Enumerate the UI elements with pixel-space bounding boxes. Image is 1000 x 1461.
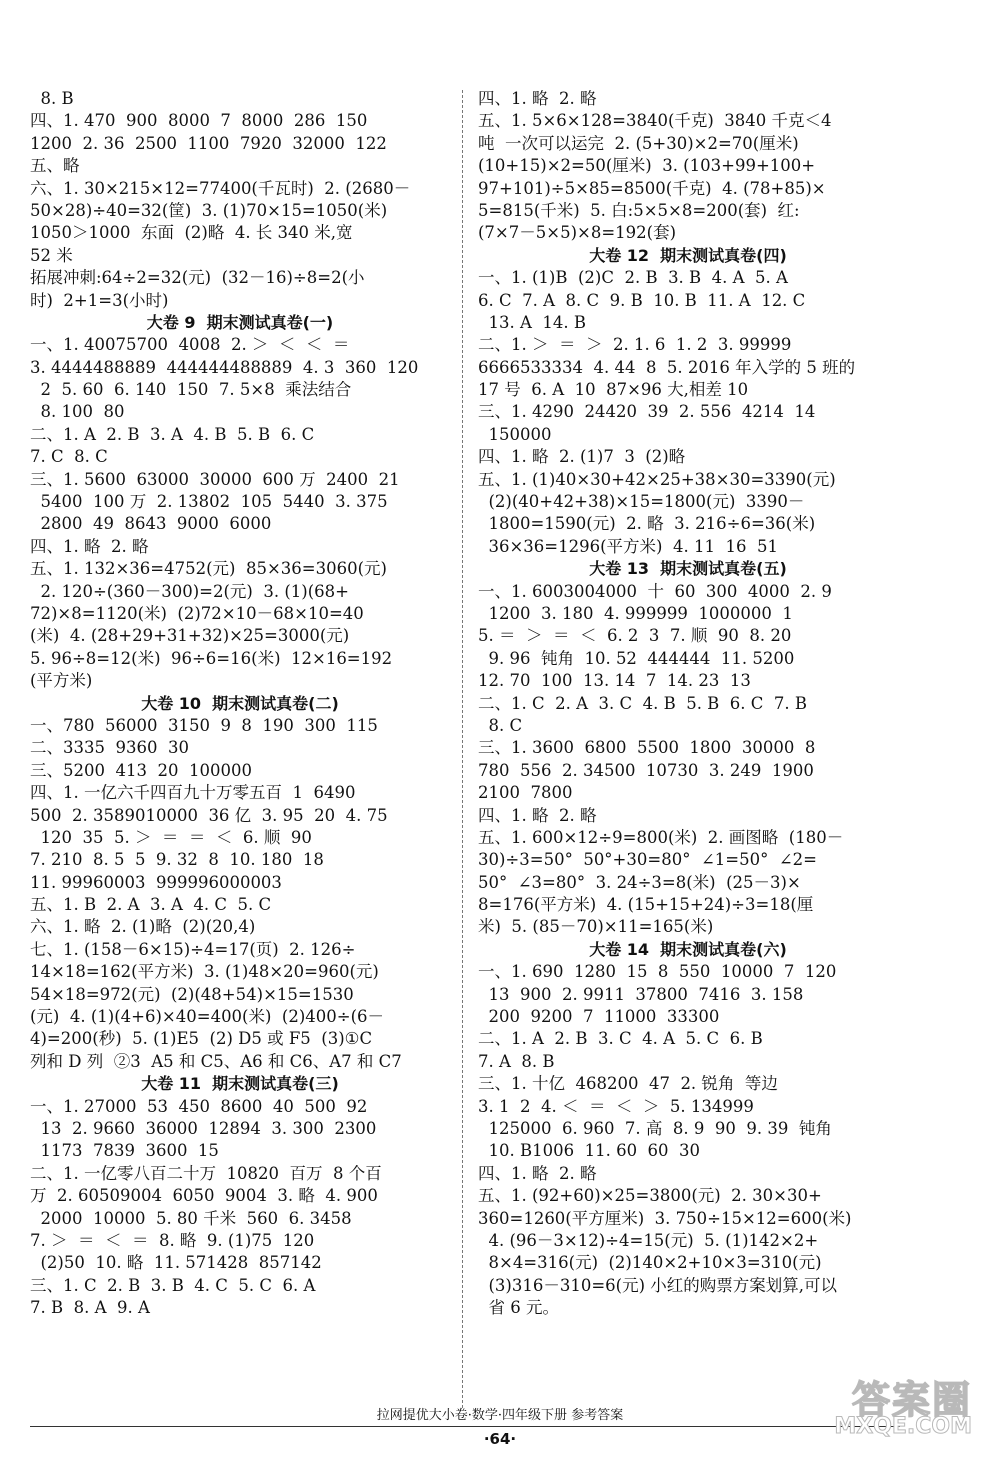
section-heading: 大卷 12 期末测试真卷(四) bbox=[589, 245, 787, 265]
answer-line: 7. B 8. A 9. A bbox=[30, 1298, 150, 1318]
answer-line: 六、1. 30×215×12=77400(千瓦时) 2. (2680－ bbox=[30, 178, 411, 198]
answer-line: 四、1. 一亿六千四百九十万零五百 1 6490 bbox=[30, 783, 356, 803]
answer-line: 五、1. 600×12÷9=800(米) 2. 画图略 (180－ bbox=[478, 827, 844, 847]
answer-line: 二、1. ＞ ＝ ＞ 2. 1. 6 1. 2 3. 99999 bbox=[478, 335, 792, 355]
answer-line: 780 556 2. 34500 10730 3. 249 1900 bbox=[478, 760, 814, 780]
answer-line: 4. (96－3×12)÷4=15(元) 5. (1)142×2+ bbox=[478, 1230, 819, 1250]
answer-line: 6. C 7. A 8. C 9. B 10. B 11. A 12. C bbox=[478, 290, 806, 310]
answer-line: 二、3335 9360 30 bbox=[30, 738, 189, 758]
answer-line: 米) 5. (85－70)×11=165(米) bbox=[478, 917, 714, 937]
answer-line: (米) 4. (28+29+31+32)×25=3000(元) bbox=[30, 626, 350, 646]
answer-line: 1200 3. 180 4. 999999 1000000 1 bbox=[478, 603, 793, 623]
answer-line: 1050＞1000 东面 (2)略 4. 长 340 米,宽 bbox=[30, 223, 353, 243]
answer-line: 50×28)÷40=32(筐) 3. (1)70×15=1050(米) bbox=[30, 200, 388, 220]
left-column bbox=[30, 88, 450, 1319]
answer-line: (平方米) bbox=[30, 671, 93, 691]
answer-line: 125000 6. 960 7. 高 8. 9 90 9. 39 钝角 bbox=[478, 1118, 832, 1138]
answer-line: 17 号 6. A 10 87×96 大,相差 10 bbox=[478, 380, 749, 400]
answer-line: 9. 96 钝角 10. 52 444444 11. 5200 bbox=[478, 648, 795, 668]
answer-line: 13 900 2. 9911 37800 7416 3. 158 bbox=[478, 984, 804, 1004]
answer-line: 11. 99960003 999996000003 bbox=[30, 872, 282, 892]
answer-line: 13 2. 9660 36000 12894 3. 300 2300 bbox=[30, 1118, 377, 1138]
answer-line: 1800=1590(元) 2. 略 3. 216÷6=36(米) bbox=[478, 514, 816, 534]
answer-line: 52 米 bbox=[30, 245, 73, 265]
answer-line: 97+101)÷5×85=8500(千克) 4. (78+85)× bbox=[478, 178, 826, 198]
answer-line: 五、1. 132×36=4752(元) 85×36=3060(元) bbox=[30, 559, 387, 579]
footer-title: 拉网提优大小卷·数学·四年级下册 参考答案 bbox=[376, 1408, 624, 1423]
answer-line: 7. ＞ ＝ ＜ ＝ 8. 略 9. (1)75 120 bbox=[30, 1230, 315, 1250]
section-heading: 大卷 10 期末测试真卷(二) bbox=[141, 693, 339, 713]
answer-line: 三、1. C 2. B 3. B 4. C 5. C 6. A bbox=[30, 1275, 316, 1295]
answer-line: 一、1. 27000 53 450 8600 40 500 92 bbox=[30, 1096, 368, 1116]
answer-line: 省 6 元。 bbox=[478, 1298, 559, 1318]
answer-line: 7. A 8. B bbox=[478, 1051, 555, 1071]
answer-line: 五、1. 5×6×128=3840(千克) 3840 千克＜4 bbox=[478, 111, 832, 131]
answer-line: 3. 1 2 4. ＜ ＝ ＜ ＞ 5. 134999 bbox=[478, 1096, 754, 1116]
answer-line: 二、1. 一亿零八百二十万 10820 百万 8 个百 bbox=[30, 1163, 382, 1183]
answer-line: 二、1. A 2. B 3. C 4. A 5. C 6. B bbox=[478, 1029, 763, 1049]
answer-line: 一、1. 6003004000 十 60 300 4000 2. 9 bbox=[478, 581, 832, 601]
answer-line: 500 2. 3589010000 36 亿 3. 95 20 4. 75 bbox=[30, 805, 388, 825]
answer-line: 36×36=1296(平方米) 4. 11 16 51 bbox=[478, 536, 778, 556]
answer-line: 三、1. 3600 6800 5500 1800 30000 8 bbox=[478, 738, 816, 758]
answer-line: 2000 10000 5. 80 千米 560 6. 3458 bbox=[30, 1208, 352, 1228]
answer-line: 5. ＝ ＞ ＝ ＜ 6. 2 3 7. 顺 90 8. 20 bbox=[478, 626, 792, 646]
answer-line: 2100 7800 bbox=[478, 783, 573, 803]
answer-line: 三、1. 5600 63000 30000 600 万 2400 21 bbox=[30, 469, 400, 489]
answer-line: 四、1. 略 2. 略 bbox=[478, 1163, 597, 1183]
answer-line: (10+15)×2=50(厘米) 3. (103+99+100+ bbox=[478, 156, 816, 176]
answer-line: 360=1260(平方厘米) 3. 750÷15×12=600(米) bbox=[478, 1208, 852, 1228]
answer-line: 5400 100 万 2. 13802 105 5440 3. 375 bbox=[30, 492, 388, 512]
page-number: ·64· bbox=[483, 1430, 517, 1448]
answer-line: 2. 120÷(360－300)=2(元) 3. (1)(68+ bbox=[30, 581, 349, 601]
answer-line: 一、1. 40075700 4008 2. ＞ ＜ ＜ ＝ bbox=[30, 335, 350, 355]
answer-line: 六、1. 略 2. (1)略 (2)(20,4) bbox=[30, 917, 256, 937]
answer-line: 12. 70 100 13. 14 7 14. 23 13 bbox=[478, 671, 751, 691]
answer-line: 3. 4444488889 444444488889 4. 3 360 120 bbox=[30, 357, 419, 377]
answer-line: 120 35 5. ＞ ＝ ＝ ＜ 6. 顺 90 bbox=[30, 827, 312, 847]
answer-line: 72)×8=1120(米) (2)72×10－68×10=40 bbox=[30, 603, 364, 623]
answer-line: 三、5200 413 20 100000 bbox=[30, 760, 252, 780]
answer-line: 1200 2. 36 2500 1100 7920 32000 122 bbox=[30, 133, 387, 153]
answer-line: 时) 2+1=3(小时) bbox=[30, 290, 169, 310]
answer-line: 一、1. 690 1280 15 8 550 10000 7 120 bbox=[478, 962, 837, 982]
answer-line: 7. C 8. C bbox=[30, 447, 108, 467]
section-heading: 大卷 9 期末测试真卷(一) bbox=[146, 312, 334, 332]
answer-line: 8. 100 80 bbox=[30, 402, 125, 422]
answer-line: 五、1. B 2. A 3. A 4. C 5. C bbox=[30, 895, 272, 915]
answer-line: 13. A 14. B bbox=[478, 312, 586, 332]
answer-line: 6666533334 4. 44 8 5. 2016 年入学的 5 班的 bbox=[478, 357, 856, 377]
answer-line: 四、1. 略 2. 略 bbox=[478, 89, 597, 108]
answer-line: 150000 bbox=[478, 424, 552, 444]
answer-line: (7×7－5×5)×8=192(套) bbox=[478, 223, 677, 243]
section-heading: 大卷 14 期末测试真卷(六) bbox=[589, 939, 787, 959]
answer-line: 8=176(平方米) 4. (15+15+24)÷3=18(厘 bbox=[478, 895, 814, 915]
answer-line: (2)50 10. 略 11. 571428 857142 bbox=[30, 1253, 322, 1273]
answer-line: 五、略 bbox=[30, 156, 80, 176]
answer-line: 五、1. (1)40×30+42×25+38×30=3390(元) bbox=[478, 469, 836, 489]
answer-line: 7. 210 8. 5 5 9. 32 8 10. 180 18 bbox=[30, 850, 324, 870]
answer-line: 5=815(千米) 5. 白:5×5×8=200(套) 红: bbox=[478, 200, 800, 220]
section-heading: 大卷 11 期末测试真卷(三) bbox=[141, 1074, 339, 1094]
answer-line: (3)316－310=6(元) 小红的购票方案划算,可以 bbox=[478, 1275, 838, 1295]
answer-line: 30)÷3=50° 50°+30=80° ∠1=50° ∠2= bbox=[478, 850, 817, 870]
answer-line: 8×4=316(元) (2)140×2+10×3=310(元) bbox=[478, 1253, 822, 1273]
answer-line: 四、1. 470 900 8000 7 8000 286 150 bbox=[30, 111, 368, 131]
answer-line: 七、1. (158－6×15)÷4=17(页) 2. 126÷ bbox=[30, 939, 356, 959]
answer-line: 54×18=972(元) (2)(48+54)×15=1530 bbox=[30, 984, 354, 1004]
answer-line: 8. C bbox=[478, 715, 523, 735]
right-column bbox=[478, 88, 898, 1319]
answer-line: 1173 7839 3600 15 bbox=[30, 1141, 219, 1161]
answer-line: 四、1. 略 2. (1)7 3 (2)略 bbox=[478, 447, 686, 467]
answer-line: 四、1. 略 2. 略 bbox=[30, 536, 149, 556]
answer-line: 一、780 56000 3150 9 8 190 300 115 bbox=[30, 715, 378, 735]
answer-line: 三、1. 十亿 468200 47 2. 锐角 等边 bbox=[478, 1074, 778, 1094]
answer-line: 吨 一次可以运完 2. (5+30)×2=70(厘米) bbox=[478, 133, 799, 153]
column-divider bbox=[462, 90, 463, 1408]
section-heading: 大卷 13 期末测试真卷(五) bbox=[589, 559, 787, 579]
answer-line: (元) 4. (1)(4+6)×40=400(米) (2)400÷(6－ bbox=[30, 1007, 385, 1027]
footer-rule bbox=[30, 1426, 900, 1427]
answer-line: 8. B bbox=[30, 89, 74, 108]
answer-line: 三、1. 4290 24420 39 2. 556 4214 14 bbox=[478, 402, 816, 422]
answer-line: 4)=200(秒) 5. (1)E5 (2) D5 或 F5 (3)①C bbox=[30, 1029, 373, 1049]
answer-line: 50° ∠3=80° 3. 24÷3=8(米) (25－3)× bbox=[478, 872, 801, 892]
answer-line: 200 9200 7 11000 33300 bbox=[478, 1007, 720, 1027]
watermark-logo bbox=[822, 1369, 972, 1439]
watermark-logo-text: 答案圈 bbox=[851, 1378, 972, 1422]
watermark-url: MXQE.COM bbox=[834, 1414, 972, 1439]
answer-line: 二、1. A 2. B 3. A 4. B 5. B 6. C bbox=[30, 424, 315, 444]
answer-line: 2800 49 8643 9000 6000 bbox=[30, 514, 272, 534]
answer-line: 5. 96÷8=12(米) 96÷6=16(米) 12×16=192 bbox=[30, 648, 393, 668]
answer-line: 拓展冲刺:64÷2=32(元) (32－16)÷8=2(小 bbox=[30, 268, 365, 288]
answer-line: 万 2. 60509004 6050 9004 3. 略 4. 900 bbox=[30, 1186, 378, 1206]
answer-line: 四、1. 略 2. 略 bbox=[478, 805, 597, 825]
answer-line: 14×18=162(平方米) 3. (1)48×20=960(元) bbox=[30, 962, 379, 982]
answer-line: 一、1. (1)B (2)C 2. B 3. B 4. A 5. A bbox=[478, 268, 788, 288]
answer-line: 2 5. 60 6. 140 150 7. 5×8 乘法结合 bbox=[30, 380, 352, 400]
answer-line: 五、1. (92+60)×25=3800(元) 2. 30×30+ bbox=[478, 1186, 822, 1206]
answer-line: (2)(40+42+38)×15=1800(元) 3390－ bbox=[478, 492, 805, 512]
answer-line: 列和 D 列 ②3 A5 和 C5、A6 和 C6、A7 和 C7 bbox=[30, 1051, 402, 1071]
answer-line: 10. B1006 11. 60 60 30 bbox=[478, 1141, 701, 1161]
answer-line: 二、1. C 2. A 3. C 4. B 5. B 6. C 7. B bbox=[478, 693, 808, 713]
